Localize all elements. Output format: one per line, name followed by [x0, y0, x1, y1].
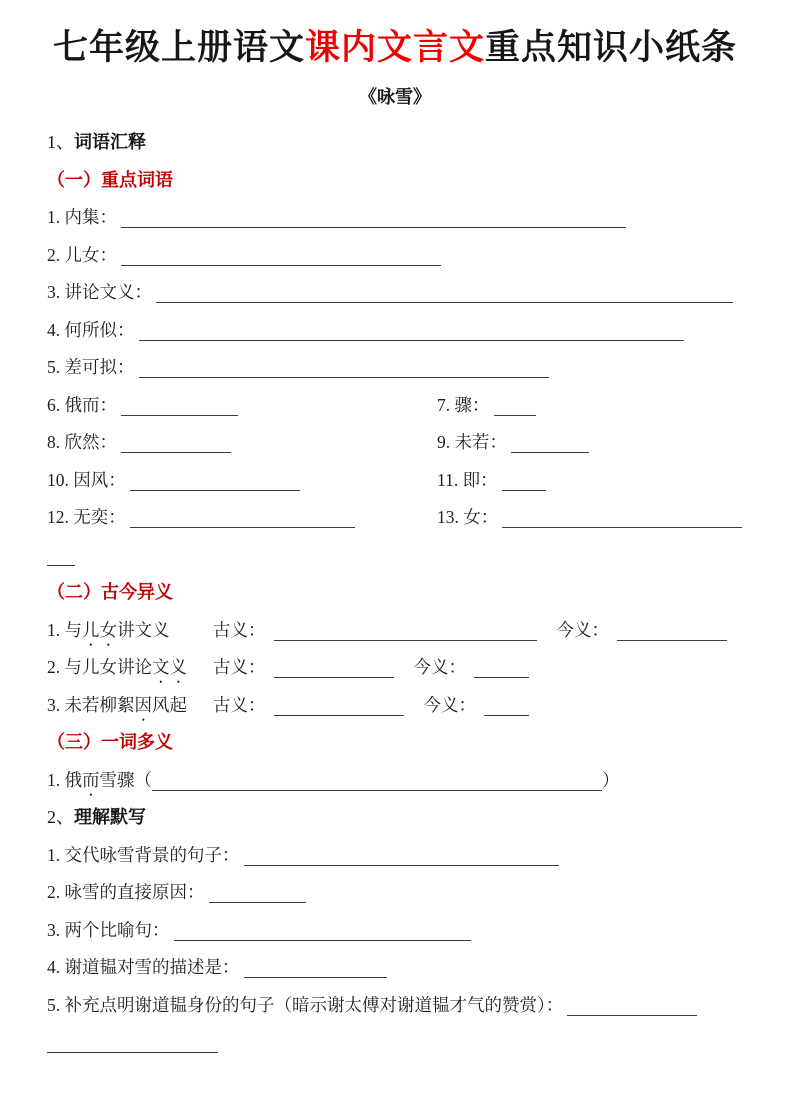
item-label: 6. 俄而：	[47, 394, 117, 415]
item-label: 1. 交代咏雪背景的句子：	[47, 844, 240, 865]
modern-meaning-label: 今义：	[423, 694, 476, 715]
answer-blank[interactable]	[274, 676, 394, 678]
emphasized-chars: 儿女	[82, 619, 117, 640]
section1-heading	[47, 124, 743, 162]
close-paren: ）	[602, 769, 620, 790]
worksheet-line	[47, 424, 743, 462]
section2-heading	[47, 799, 743, 837]
worksheet-line	[47, 1024, 743, 1062]
answer-blank[interactable]	[617, 639, 727, 641]
subsection-polysemy-heading: （三）一词多义	[47, 732, 173, 752]
answer-blank[interactable]	[121, 414, 238, 416]
ancient-meaning-label: 古义：	[213, 619, 266, 640]
worksheet-line	[47, 949, 743, 987]
answer-blank[interactable]	[474, 676, 529, 678]
answer-blank[interactable]	[174, 939, 471, 941]
answer-blank[interactable]	[121, 264, 441, 266]
section1-heading-text: 词语汇释	[74, 132, 146, 152]
answer-blank[interactable]	[484, 714, 529, 716]
answer-blank[interactable]	[244, 864, 559, 866]
item-label: 5. 补充点明谢道韫身份的句子（暗示谢太傅对谢道韫才气的赞赏）：	[47, 994, 564, 1015]
modern-meaning-label: 今义：	[556, 619, 609, 640]
emphasized-chars: 而	[82, 769, 100, 790]
worksheet-line	[47, 874, 743, 912]
title-highlight: 课内文言文	[304, 28, 485, 67]
answer-blank[interactable]	[139, 376, 549, 378]
answer-blank[interactable]	[274, 714, 404, 716]
answer-blank-continuation[interactable]	[47, 564, 75, 566]
answer-blank[interactable]	[511, 451, 589, 453]
worksheet-line	[47, 237, 743, 275]
section2-heading-num: 2、	[47, 807, 74, 827]
worksheet-line	[47, 387, 743, 425]
item-label: 2. 与儿女讲论	[47, 657, 152, 677]
answer-blank[interactable]	[209, 901, 306, 903]
answer-blank[interactable]	[494, 414, 536, 416]
worksheet-line	[47, 762, 743, 800]
worksheet-line	[47, 837, 743, 875]
section2-heading-text: 理解默写	[74, 807, 146, 827]
answer-blank[interactable]	[139, 339, 684, 341]
answer-blank[interactable]	[152, 789, 602, 791]
item-label: 2. 咏雪的直接原因：	[47, 882, 205, 902]
answer-blank[interactable]	[502, 489, 546, 491]
item-label: 3. 讲论文义：	[47, 282, 152, 302]
worksheet-line	[47, 312, 743, 350]
section1-heading-num: 1、	[47, 132, 74, 152]
answer-blank[interactable]	[130, 526, 355, 528]
item-label: 风起	[152, 694, 187, 715]
answer-blank-continuation[interactable]	[47, 1051, 218, 1053]
worksheet-line	[47, 687, 743, 725]
answer-blank[interactable]	[567, 1014, 697, 1016]
lesson-subtitle: 《咏雪》	[359, 87, 431, 107]
item-label: 13. 女：	[437, 507, 499, 527]
worksheet-line	[47, 912, 743, 950]
title-pre: 七年级上册语文	[52, 28, 305, 67]
item-label: 讲文义	[117, 619, 170, 640]
item-label: 雪骤	[99, 769, 135, 790]
answer-blank[interactable]	[130, 489, 300, 491]
ancient-meaning-label: 古义：	[213, 694, 266, 715]
item-label: 7. 骤：	[437, 394, 490, 415]
emphasized-chars: 因	[134, 694, 152, 715]
worksheet-line	[47, 537, 743, 575]
modern-meaning-label: 今义：	[413, 657, 466, 677]
subsection-ancient-modern-heading: （二）古今异义	[47, 582, 173, 602]
item-label: 11. 即：	[437, 469, 498, 490]
subsection-key-words-heading: （一）重点词语	[47, 169, 173, 190]
answer-blank[interactable]	[156, 301, 733, 303]
ancient-meaning-label: 古义：	[213, 657, 266, 677]
worksheet-line	[47, 199, 743, 237]
item-label: 2. 儿女：	[47, 244, 117, 265]
item-label: 1. 内集：	[47, 207, 117, 227]
item-label: 10. 因风：	[47, 469, 126, 490]
worksheet-line	[47, 987, 743, 1025]
open-paren: （	[134, 769, 152, 790]
item-label: 4. 何所似：	[47, 319, 135, 340]
title-post: 重点知识小纸条	[485, 28, 738, 67]
answer-blank[interactable]	[121, 226, 626, 228]
item-label: 9. 未若：	[437, 432, 507, 452]
item-label: 1. 与	[47, 619, 82, 640]
worksheet-line	[47, 649, 743, 687]
page-title	[47, 22, 743, 74]
worksheet-line	[47, 462, 743, 500]
worksheet-line	[47, 274, 743, 312]
worksheet-content	[47, 124, 743, 1062]
worksheet-line	[47, 499, 743, 537]
item-label: 8. 欣然：	[47, 432, 117, 452]
worksheet-line	[47, 349, 743, 387]
emphasized-chars: 文义	[152, 657, 187, 677]
item-label: 4. 谢道韫对雪的描述是：	[47, 957, 240, 977]
answer-blank[interactable]	[274, 639, 537, 641]
item-label: 3. 两个比喻句：	[47, 919, 170, 940]
item-label: 5. 差可拟：	[47, 357, 135, 377]
item-label: 3. 未若柳絮	[47, 694, 135, 715]
worksheet-line	[47, 612, 743, 650]
item-label: 1. 俄	[47, 769, 82, 790]
item-label: 12. 无奕：	[47, 507, 126, 527]
answer-blank[interactable]	[121, 451, 231, 453]
answer-blank[interactable]	[244, 976, 387, 978]
answer-blank[interactable]	[502, 526, 742, 528]
